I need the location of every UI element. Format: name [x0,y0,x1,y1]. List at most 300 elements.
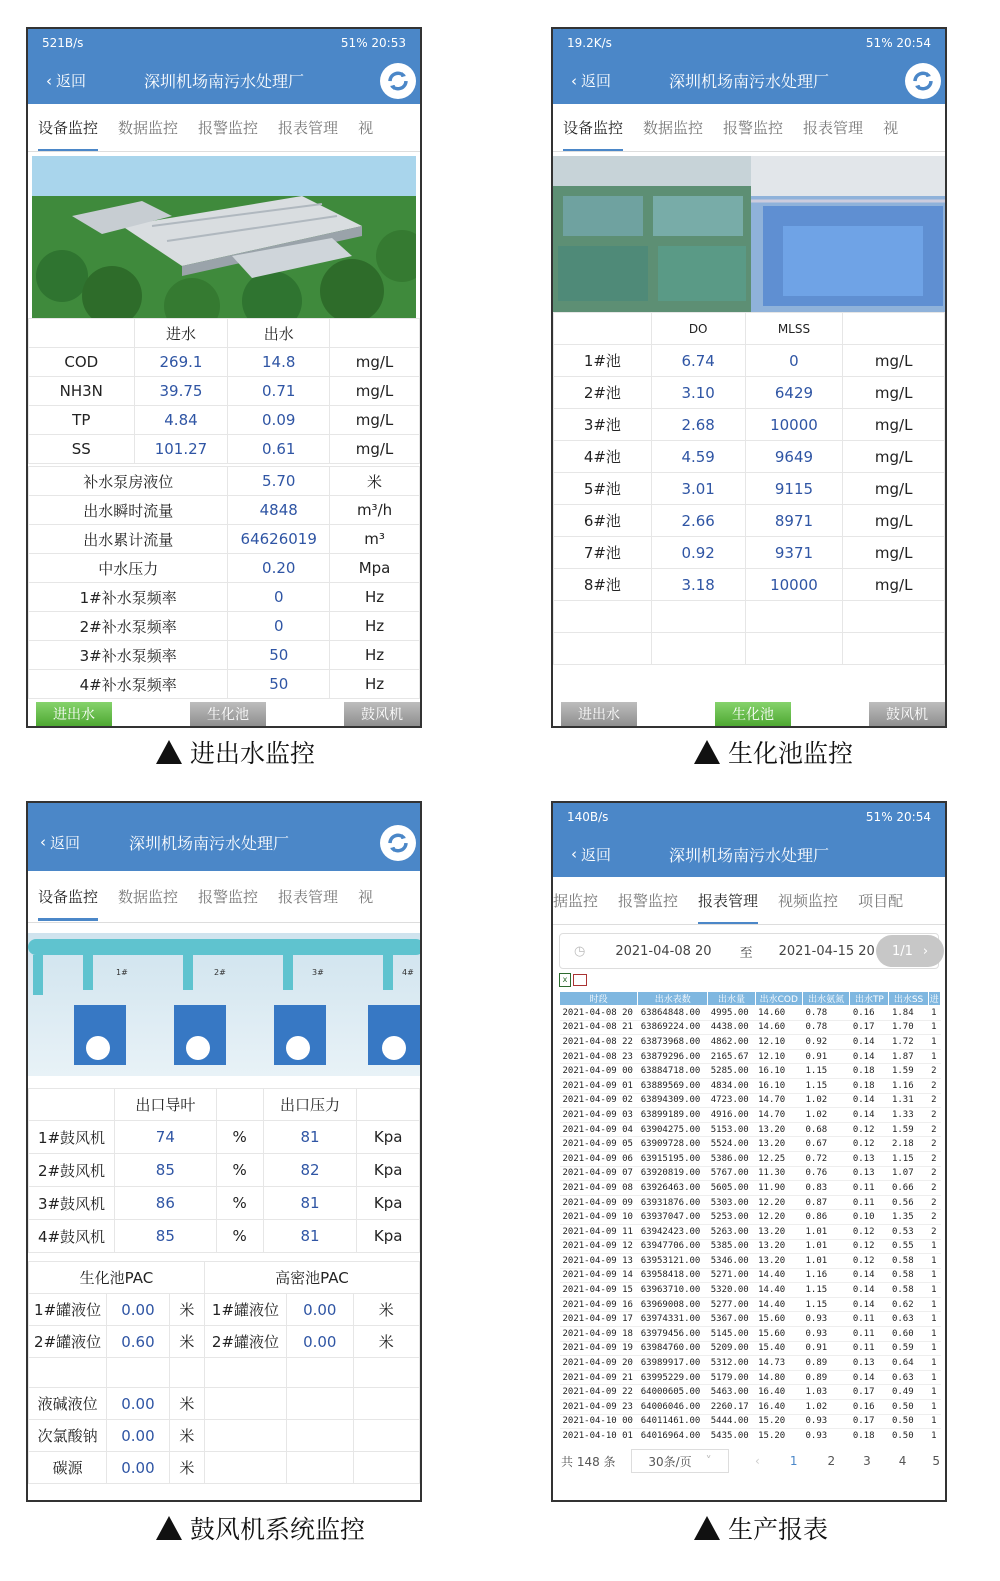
blower-unit [74,955,128,1065]
col-header[interactable]: 出水SS [889,992,928,1006]
chevron-left-icon: ‹ [46,71,52,90]
blower-table [28,1088,420,1253]
table-cell: 14.40 [755,1268,802,1283]
table-cell: 0.14 [850,1093,889,1108]
table-cell: 2 [928,1064,940,1079]
table-cell: 64000605.00 [638,1385,708,1400]
tab-alarm-monitor[interactable]: 报警监控 [618,891,679,910]
refresh-icon[interactable] [380,63,416,99]
table-row: 补水泵房液位 5.70 米 [29,467,420,496]
page-title: 深圳机场南污水处理厂 [668,72,829,91]
table-cell: 5179.00 [708,1370,755,1385]
table-row [560,1327,941,1342]
table-cell: 15.20 [755,1414,802,1429]
table-cell: 2 [928,1122,940,1137]
table-row [560,1035,941,1050]
table-row: 出水累计流量 64626019 m³ [29,525,420,554]
chevron-right-icon: › [922,943,929,959]
table-cell: 0.10 [850,1210,889,1225]
table-cell: 0.64 [889,1356,928,1371]
table-row: 6#池 2.66 8971 mg/L [554,505,945,537]
table-cell: 1 [928,1283,940,1298]
back-button[interactable]: ‹ 返回 [571,71,612,90]
signal-speed: 19.2K/s [567,36,612,50]
tab-data-monitor[interactable]: 数据监控 [118,887,179,906]
table-cell: 0.17 [850,1385,889,1400]
tab-data-monitor[interactable]: 数据监控 [118,118,179,137]
water-quality-table [28,318,420,464]
page-size-select[interactable]: 30条/页 ˅ [631,1449,729,1473]
table-cell: 1 [928,1385,940,1400]
table-cell: 0.76 [802,1166,849,1181]
date-from[interactable]: 2021-04-08 20 [615,943,712,959]
tab-bar [553,104,945,152]
status-bar [28,29,420,57]
table-header: 出水 [228,319,330,348]
table-cell: 63920819.00 [638,1166,708,1181]
table-row [560,1283,941,1298]
table-cell: 2021-04-09 07 [560,1166,638,1181]
table-cell: 12.10 [755,1049,802,1064]
table-row: SS 101.27 0.61 mg/L [29,435,420,464]
table-cell: 4862.00 [708,1035,755,1050]
table-cell: 0.68 [802,1122,849,1137]
table-cell: 2021-04-09 15 [560,1283,638,1298]
table-cell: 0.14 [850,1108,889,1123]
tab-alarm-monitor[interactable]: 报警监控 [198,118,259,137]
table-cell: 15.20 [755,1429,802,1441]
table-row: 5#池 3.01 9115 mg/L [554,473,945,505]
table-cell: 16.10 [755,1078,802,1093]
table-header: DO [651,313,745,345]
table-cell: 2 [928,1093,940,1108]
table-row: 8#池 3.18 10000 mg/L [554,569,945,601]
tab-video[interactable]: 视 [883,118,899,137]
page-title: 深圳机场南污水处理厂 [128,833,289,853]
col-header[interactable]: 出水COD [755,992,802,1006]
table-cell: 1 [928,1429,940,1441]
table-header: 生化池PAC [29,1262,205,1294]
table-cell: 1.31 [889,1093,928,1108]
table-cell: 2021-04-09 05 [560,1137,638,1152]
screen-production-report [551,801,947,1502]
table-cell: 0.83 [802,1181,849,1196]
table-cell: 0.66 [889,1181,928,1196]
table-cell: 0.18 [850,1078,889,1093]
tab-bar [553,877,945,925]
table-cell: 0.58 [889,1283,928,1298]
table-cell: 0.93 [802,1429,849,1441]
table-cell: 64011461.00 [638,1414,708,1429]
table-row [560,1195,941,1210]
table-cell: 5277.00 [708,1297,755,1312]
chevron-down-icon: ˅ [705,1454,712,1468]
table-cell: 1.01 [802,1239,849,1254]
table-row [554,633,945,665]
table-cell: 2021-04-09 04 [560,1122,638,1137]
refresh-icon[interactable] [380,825,416,861]
table-cell: 1.02 [802,1108,849,1123]
back-button[interactable]: ‹ 返回 [40,833,81,852]
table-row [560,1108,941,1123]
tab-video[interactable]: 视频监控 [778,891,839,910]
table-row: 碳源 0.00 米 [29,1452,420,1484]
table-cell: 2 [928,1108,940,1123]
table-cell: 2 [928,1210,940,1225]
table-cell: 1 [928,1006,940,1021]
table-cell: 2021-04-09 01 [560,1078,638,1093]
table-cell: 2021-04-10 01 [560,1429,638,1441]
table-cell: 1 [928,1400,940,1415]
title-bar [553,831,945,877]
table-cell: 5271.00 [708,1268,755,1283]
tab-data-monitor[interactable]: 数据监控 [643,118,704,137]
tab-device-monitor[interactable]: 设备监控 [28,873,108,921]
table-row: 出水瞬时流量 4848 m³/h [29,496,420,525]
table-cell: 63879296.00 [638,1049,708,1064]
screen-blower-system [26,801,422,1502]
table-cell: 63909728.00 [638,1137,708,1152]
table-cell: 14.40 [755,1297,802,1312]
table-cell: 0.12 [850,1239,889,1254]
table-cell: 0.53 [889,1224,928,1239]
table-row [29,1358,420,1388]
table-cell: 0.14 [850,1297,889,1312]
table-cell: 1.15 [802,1064,849,1079]
table-cell: 5444.00 [708,1414,755,1429]
table-cell: 63979456.00 [638,1327,708,1342]
triangle-icon [156,1516,182,1540]
table-row [560,1268,941,1283]
table-cell: 2021-04-09 13 [560,1254,638,1269]
blower-diagram [28,933,420,1076]
table-cell: 63963710.00 [638,1283,708,1298]
table-row: 2#鼓风机 85 % 82 Kpa [29,1154,420,1187]
table-row: 4#补水泵频率 50 Hz [29,670,420,699]
table-cell: 2021-04-08 21 [560,1020,638,1035]
report-body [560,1006,941,1442]
battery-time: 51% 20:53 [340,36,406,50]
table-cell: 2021-04-09 03 [560,1108,638,1123]
status-bar [28,803,420,813]
table-cell: 2021-04-08 20 [560,1006,638,1021]
table-cell: 1.59 [889,1122,928,1137]
table-cell: 1 [928,1268,940,1283]
table-row [560,1385,941,1400]
date-range-filter[interactable] [559,933,939,969]
tab-data-monitor[interactable]: 据监控 [553,891,599,910]
refresh-icon[interactable] [905,63,941,99]
page-3[interactable]: 3 [863,1454,871,1468]
table-cell: 2 [928,1195,940,1210]
date-to[interactable]: 2021-04-15 20 [778,943,875,959]
table-row [560,1049,941,1064]
svg-text:2#: 2# [214,968,226,977]
table-cell: 2 [928,1166,940,1181]
table-row [560,1093,941,1108]
table-cell: 0.56 [889,1195,928,1210]
table-row [560,1151,941,1166]
table-cell: 63864848.00 [638,1006,708,1021]
table-cell: 4995.00 [708,1006,755,1021]
table-cell: 16.40 [755,1400,802,1415]
tab-video[interactable]: 视 [358,118,374,137]
table-cell: 0.50 [889,1414,928,1429]
table-cell: 1 [928,1370,940,1385]
table-cell: 2021-04-08 22 [560,1035,638,1050]
table-cell: 0.13 [850,1151,889,1166]
table-cell: 0.72 [802,1151,849,1166]
tab-alarm-monitor[interactable]: 报警监控 [723,118,784,137]
table-cell: 1.35 [889,1210,928,1225]
caption-1: 进出水监控 [156,734,315,770]
table-cell: 63889569.00 [638,1078,708,1093]
tab-report[interactable]: 报表管理 [278,887,339,906]
svg-text:3#: 3# [312,968,324,977]
col-header[interactable]: 出水TP [850,992,889,1006]
nav-influent-button[interactable]: 进出水 [561,702,637,726]
table-cell: 0.14 [850,1035,889,1050]
chevron-left-icon: ‹ [571,71,577,90]
table-cell: 2.18 [889,1137,928,1152]
col-header[interactable]: 出水量 [708,992,755,1006]
table-cell: 2 [928,1078,940,1093]
report-table-wrap [559,991,941,1441]
tab-bar [28,104,420,152]
table-cell: 63931876.00 [638,1195,708,1210]
date-separator: 至 [739,945,753,961]
table-cell: 63995229.00 [638,1370,708,1385]
table-cell: 2021-04-09 22 [560,1385,638,1400]
report-table [559,991,941,1441]
table-cell: 2021-04-09 14 [560,1268,638,1283]
table-row: NH3N 39.75 0.71 mg/L [29,377,420,406]
triangle-icon [694,740,720,764]
table-cell: 63989917.00 [638,1356,708,1371]
table-row: 2#罐液位 0.60 米 2#罐液位 0.00 米 [29,1326,420,1358]
battery-time: 51% 20:54 [865,36,931,50]
nav-biochem-button[interactable]: 生化池 [190,702,266,726]
table-cell: 13.20 [755,1137,802,1152]
table-header [357,1089,420,1121]
table-cell: 2021-04-08 23 [560,1049,638,1064]
table-header: 高密池PAC [204,1262,419,1294]
nav-blower-button[interactable]: 鼓风机 [869,702,945,726]
table-header [843,313,945,345]
table-cell: 0.63 [889,1312,928,1327]
blower-unit [174,955,226,1065]
plant-aerial-image [32,156,416,318]
blower-unit [274,955,326,1065]
table-cell: 0.11 [850,1327,889,1342]
table-row [560,1400,941,1415]
table-cell: 0.18 [850,1064,889,1079]
table-row [560,1020,941,1035]
excel-icon[interactable]: x [559,973,571,987]
table-cell: 2021-04-09 10 [560,1210,638,1225]
table-cell: 2021-04-09 19 [560,1341,638,1356]
table-cell: 1.84 [889,1006,928,1021]
table-cell: 2 [928,1181,940,1196]
screen-biochem-tank [551,27,947,728]
col-header[interactable]: 出水表数 [638,992,708,1006]
table-cell: 1.70 [889,1020,928,1035]
table-cell: 1.15 [889,1151,928,1166]
table-header: 出口压力 [263,1089,357,1121]
tab-device-monitor[interactable]: 设备监控 [553,104,633,152]
table-cell: 0.92 [802,1035,849,1050]
print-icon[interactable] [573,974,587,986]
chevron-left-icon: ‹ [40,833,46,851]
table-cell: 0.60 [889,1327,928,1342]
table-cell: 63884718.00 [638,1064,708,1079]
table-cell: 0.12 [850,1137,889,1152]
title-bar [28,57,420,104]
table-cell: 2021-04-10 00 [560,1414,638,1429]
table-cell: 2021-04-09 17 [560,1312,638,1327]
caption-3: 鼓风机系统监控 [156,1510,365,1546]
col-header[interactable]: 进 [928,992,940,1006]
table-cell: 0.12 [850,1122,889,1137]
total-count: 共 148 条 [561,1454,616,1469]
table-cell: 0.11 [850,1195,889,1210]
nav-biochem-button[interactable]: 生化池 [715,702,791,726]
table-cell: 0.16 [850,1006,889,1021]
tab-device-monitor[interactable]: 设备监控 [28,104,108,152]
table-cell: 1.15 [802,1283,849,1298]
table-header [29,319,135,348]
table-cell: 2021-04-09 00 [560,1064,638,1079]
table-cell: 0.86 [802,1210,849,1225]
table-cell: 1.15 [802,1078,849,1093]
table-cell: 13.20 [755,1254,802,1269]
pump-status-table [28,466,420,699]
table-row: 3#补水泵频率 50 Hz [29,641,420,670]
table-cell: 2021-04-09 06 [560,1151,638,1166]
col-header[interactable]: 出水氨氮 [802,992,849,1006]
table-cell: 0.89 [802,1356,849,1371]
table-header: 进水 [134,319,228,348]
tab-alarm-monitor[interactable]: 报警监控 [198,887,259,906]
table-cell: 0.11 [850,1181,889,1196]
table-cell: 5605.00 [708,1181,755,1196]
table-row [560,1078,941,1093]
table-cell: 1 [928,1356,940,1371]
table-cell: 5767.00 [708,1166,755,1181]
table-row [554,601,945,633]
page-4[interactable]: 4 [898,1454,907,1468]
table-header [29,1089,115,1121]
table-cell: 13.20 [755,1239,802,1254]
col-header[interactable]: 时段 [560,992,638,1006]
table-cell: 5263.00 [708,1224,755,1239]
table-cell: 63926463.00 [638,1181,708,1196]
pac-table [28,1261,420,1484]
battery-time: 51% 20:54 [865,810,931,824]
table-cell: 0.89 [802,1370,849,1385]
table-cell: 63899189.00 [638,1108,708,1123]
page-5[interactable]: 5 [932,1454,941,1468]
table-row [560,1414,941,1429]
tab-report[interactable]: 报表管理 [803,118,864,137]
table-cell: 0.67 [802,1137,849,1152]
export-icons [559,973,939,989]
table-cell: 5312.00 [708,1356,755,1371]
table-cell: 14.80 [755,1370,802,1385]
table-row: 3#鼓风机 86 % 81 Kpa [29,1187,420,1220]
table-cell: 2021-04-09 16 [560,1297,638,1312]
pagination [561,1448,945,1474]
table-cell: 15.40 [755,1341,802,1356]
table-cell: 1.16 [889,1078,928,1093]
signal-speed: 140B/s [567,810,609,824]
page-2[interactable]: 2 [827,1454,836,1468]
table-cell: 0.11 [850,1341,889,1356]
signal-speed: 521B/s [42,36,84,50]
table-cell: 63894309.00 [638,1093,708,1108]
back-button[interactable]: ‹ 返回 [46,71,87,90]
table-cell: 1 [928,1049,940,1064]
page-1[interactable]: 1 [789,1454,798,1468]
table-cell: 2021-04-09 02 [560,1093,638,1108]
svg-text:1#: 1# [116,968,128,977]
table-cell: 2021-04-09 11 [560,1224,638,1239]
table-cell: 1.72 [889,1035,928,1050]
table-row: 1#池 6.74 0 mg/L [554,345,945,377]
table-cell: 2 [928,1224,940,1239]
table-cell: 15.60 [755,1312,802,1327]
table-row: 1#鼓风机 74 % 81 Kpa [29,1121,420,1154]
table-cell: 16.40 [755,1385,802,1400]
table-cell: 63942423.00 [638,1224,708,1239]
table-cell: 0.13 [850,1166,889,1181]
title-bar [28,813,420,871]
triangle-icon [156,740,182,764]
table-cell: 14.70 [755,1108,802,1123]
page-indicator[interactable]: 1/1 › [876,935,944,967]
tab-report[interactable]: 报表管理 [688,877,768,925]
table-row [560,1312,941,1327]
bottom-nav [28,696,420,726]
table-cell: 0.63 [889,1370,928,1385]
nav-blower-button[interactable]: 鼓风机 [344,702,420,726]
table-cell: 1.02 [802,1400,849,1415]
table-cell: 0.78 [802,1006,849,1021]
table-row [560,1210,941,1225]
tab-report[interactable]: 报表管理 [278,118,339,137]
tab-video[interactable]: 视 [358,887,374,906]
clock-icon: ◷ [574,943,586,959]
table-cell: 0.58 [889,1268,928,1283]
table-cell: 1.03 [802,1385,849,1400]
triangle-icon [694,1516,720,1540]
table-header [216,1089,263,1121]
prev-page-icon[interactable]: ‹ [755,1454,760,1468]
table-cell: 63953121.00 [638,1254,708,1269]
table-cell: 63873968.00 [638,1035,708,1050]
nav-influent-button[interactable]: 进出水 [36,702,112,726]
table-cell: 0.49 [889,1385,928,1400]
table-cell: 12.20 [755,1195,802,1210]
table-row: 4#池 4.59 9649 mg/L [554,441,945,473]
tab-project-config[interactable]: 项目配 [858,891,904,910]
table-cell: 1 [928,1312,940,1327]
table-row [560,1006,941,1021]
table-row [560,1239,941,1254]
table-row: 中水压力 0.20 Mpa [29,554,420,583]
status-bar [553,29,945,57]
back-button[interactable]: ‹ 返回 [571,845,612,864]
